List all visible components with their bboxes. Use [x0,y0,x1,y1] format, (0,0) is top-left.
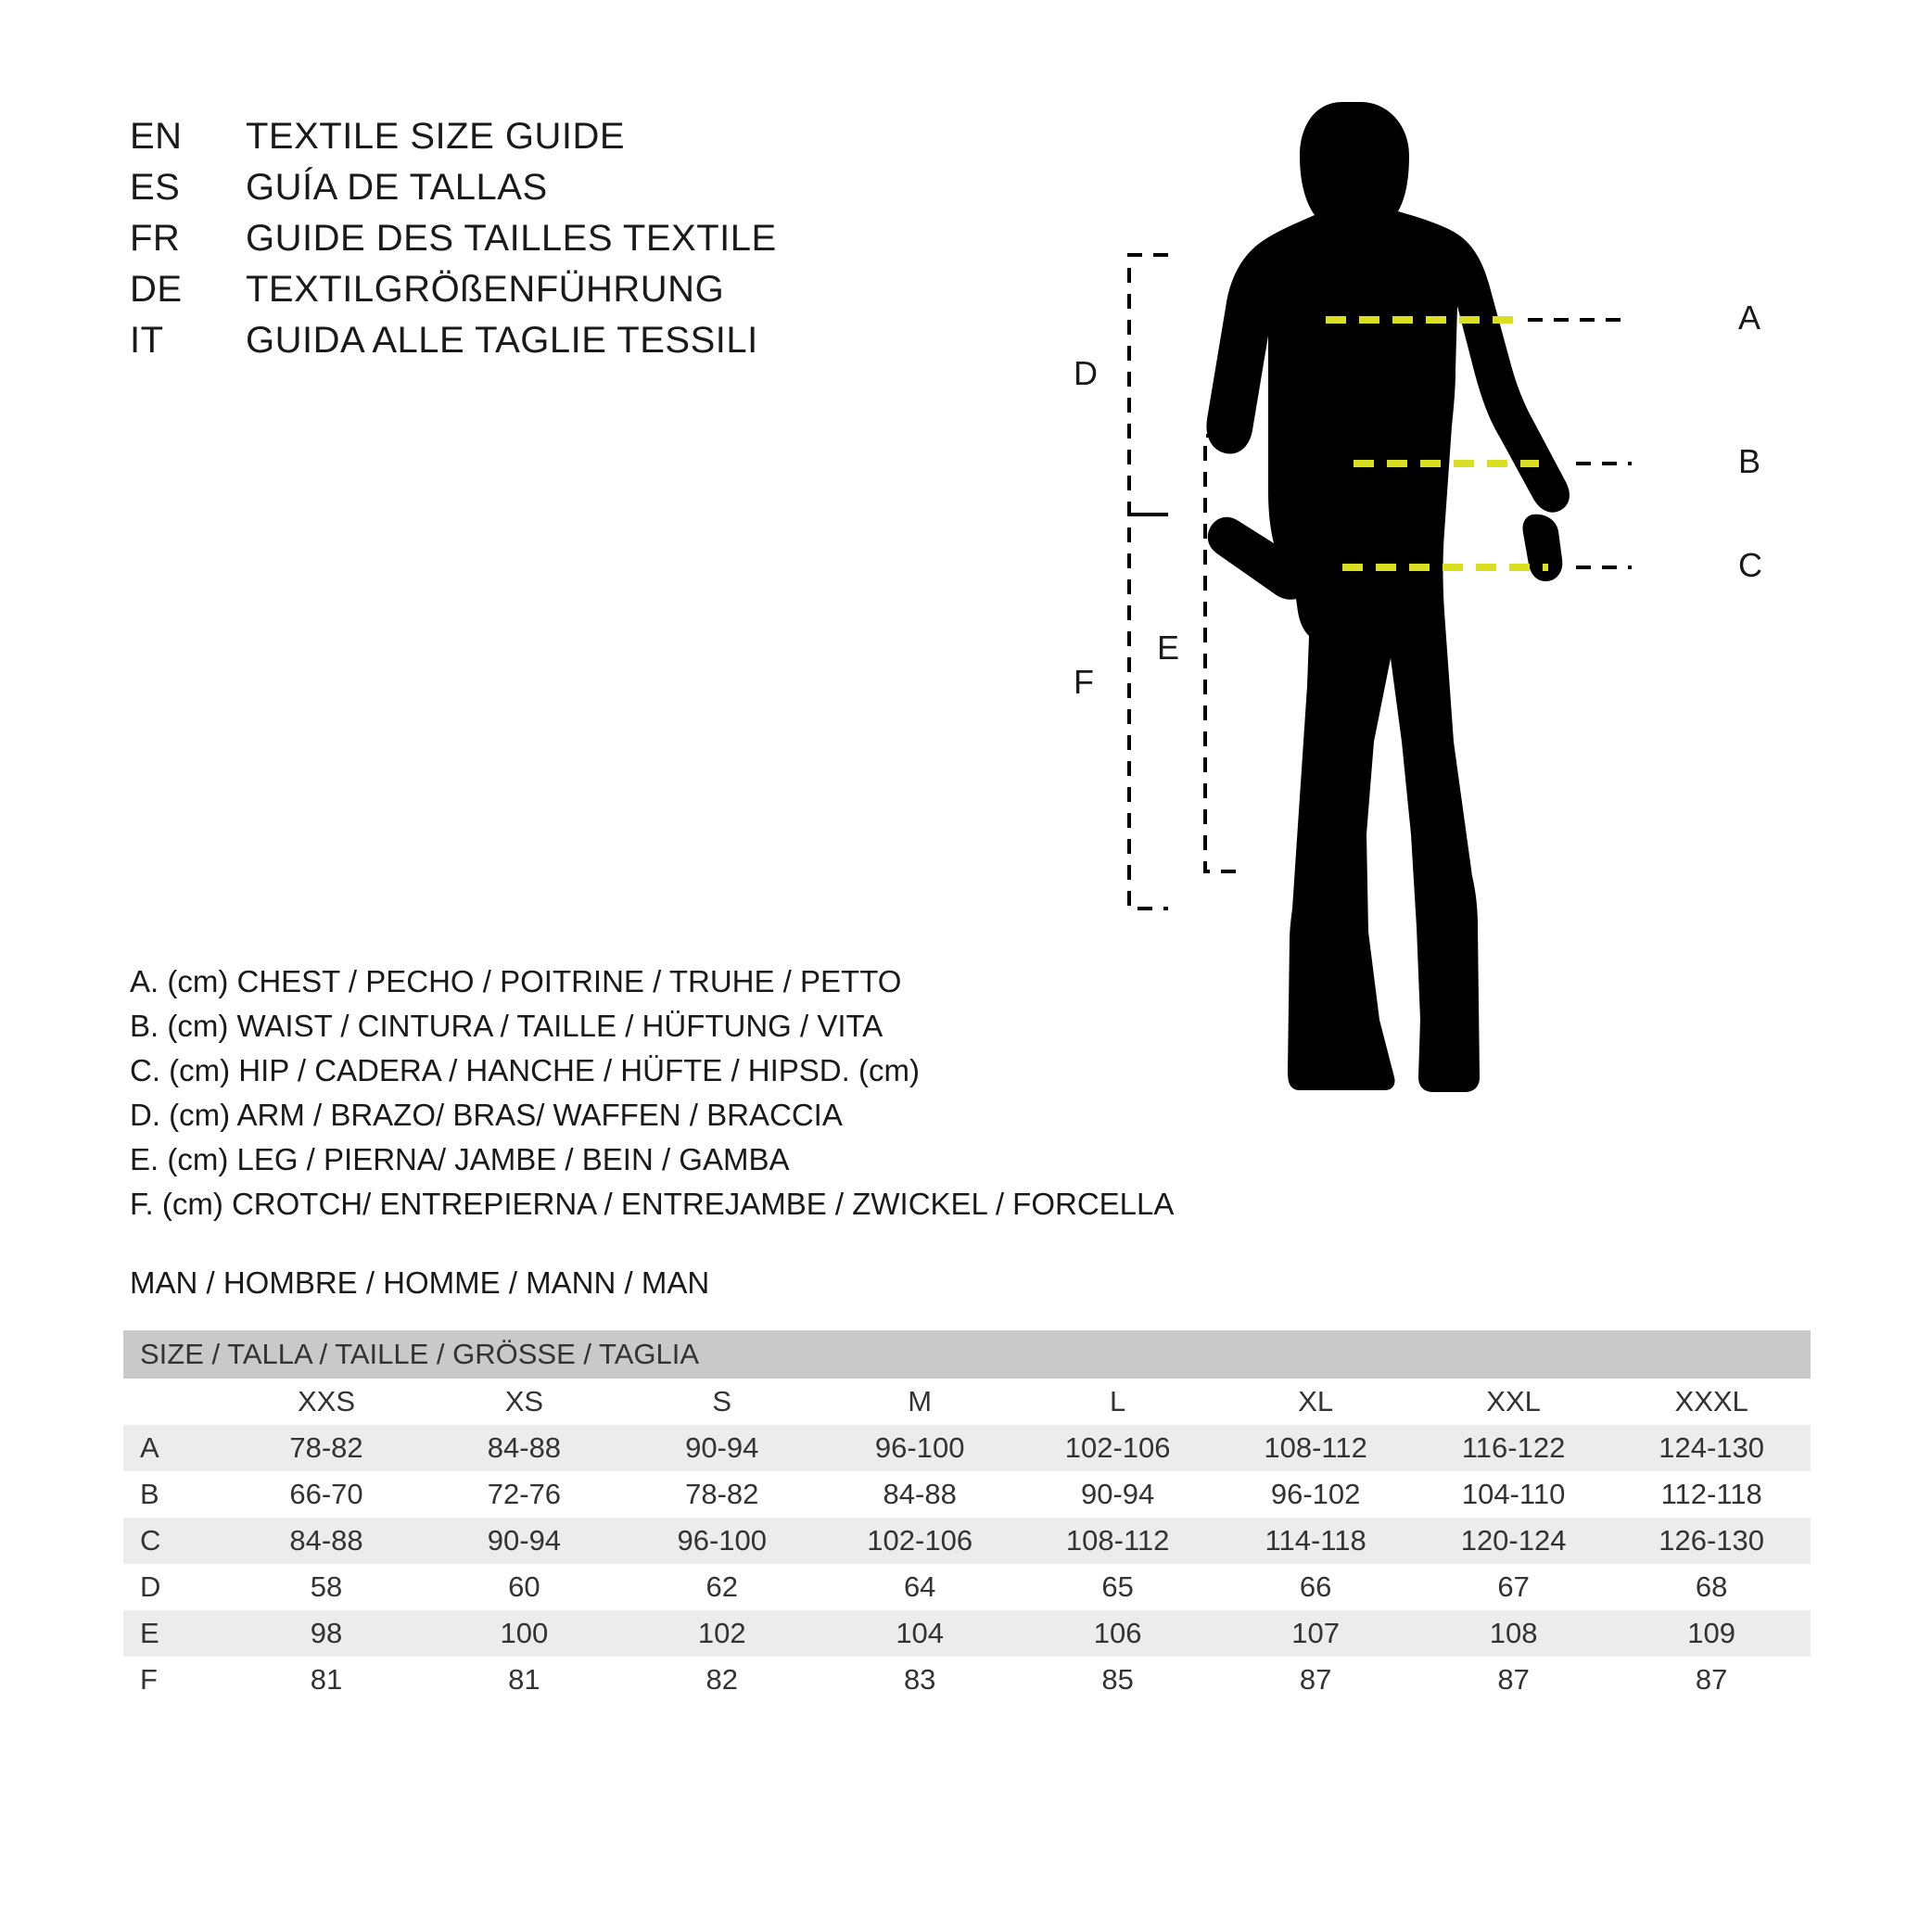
title-lang-en: EN [130,116,183,157]
cell-a-xl: 108-112 [1216,1425,1414,1471]
cell-c-xs: 90-94 [426,1518,623,1564]
callout-label-a: A [1738,299,1761,337]
cell-c-xl: 114-118 [1216,1518,1414,1564]
gender-label: MAN / HOMBRE / HOMME / MANN / MAN [130,1265,710,1300]
title-row [130,116,777,167]
cell-f-xxxl: 87 [1612,1657,1811,1703]
callout-label-d: D [1074,354,1098,392]
cell-d-xl: 66 [1216,1564,1414,1610]
cell-f-m: 83 [820,1657,1018,1703]
cell-c-xxs: 84-88 [227,1518,425,1564]
cell-b-xxs: 66-70 [227,1471,425,1518]
cell-a-xs: 84-88 [426,1425,623,1471]
header-corner [123,1379,227,1425]
cell-b-xxxl: 112-118 [1612,1471,1811,1518]
table-band-label: SIZE / TALLA / TAILLE / GRÖSSE / TAGLIA [123,1330,1811,1379]
column-header-xxl: XXL [1415,1379,1612,1425]
row-label-b: B [123,1471,227,1518]
cell-a-xxs: 78-82 [227,1425,425,1471]
cell-d-s: 62 [623,1564,820,1610]
title-text-de: TEXTILGRÖßENFÜHRUNG [246,269,725,310]
title-text-es: GUÍA DE TALLAS [246,167,548,208]
cell-a-m: 96-100 [820,1425,1018,1471]
cell-b-xs: 72-76 [426,1471,623,1518]
title-text-it: GUIDA ALLE TAGLIE TESSILI [246,320,758,361]
table-row [123,1518,1811,1564]
row-label-a: A [123,1425,227,1471]
size-table [123,1330,1811,1703]
male-silhouette-icon [1206,102,1570,1092]
column-header-xxxl: XXXL [1612,1379,1811,1425]
column-header-l: L [1019,1379,1216,1425]
cell-e-s: 102 [623,1610,820,1657]
legend-item-d: D. (cm) ARM / BRAZO/ BRAS/ WAFFEN / BRACCIA [130,1098,843,1132]
title-lang-it: IT [130,320,164,361]
table-band-row [123,1330,1811,1379]
row-label-f: F [123,1657,227,1703]
column-header-s: S [623,1379,820,1425]
cell-f-l: 85 [1019,1657,1216,1703]
column-header-xxs: XXS [227,1379,425,1425]
cell-f-xxl: 87 [1415,1657,1612,1703]
cell-a-xxxl: 124-130 [1612,1425,1811,1471]
cell-f-s: 82 [623,1657,820,1703]
cell-a-l: 102-106 [1019,1425,1216,1471]
callout-label-f: F [1074,663,1094,701]
leg-bracket [1205,436,1247,871]
measurement-legend [130,960,1174,1227]
title-text-fr: GUIDE DES TAILLES TEXTILE [246,218,777,259]
table-row [123,1610,1811,1657]
row-label-e: E [123,1610,227,1657]
legend-item-b: B. (cm) WAIST / CINTURA / TAILLE / HÜFTUNG / VITA [130,1009,883,1043]
title-text-en: TEXTILE SIZE GUIDE [246,116,626,157]
table-header-row [123,1379,1811,1425]
cell-b-s: 78-82 [623,1471,820,1518]
column-header-xl: XL [1216,1379,1414,1425]
cell-c-xxl: 120-124 [1415,1518,1612,1564]
table-row [123,1564,1811,1610]
cell-e-xs: 100 [426,1610,623,1657]
cell-e-xl: 107 [1216,1610,1414,1657]
table-row [123,1471,1811,1518]
cell-d-xs: 60 [426,1564,623,1610]
cell-e-l: 106 [1019,1610,1216,1657]
cell-c-s: 96-100 [623,1518,820,1564]
title-lang-es: ES [130,167,181,208]
table-row [123,1657,1811,1703]
legend-item-a: A. (cm) CHEST / PECHO / POITRINE / TRUHE / PETTO [130,964,902,998]
cell-b-xl: 96-102 [1216,1471,1414,1518]
cell-a-xxl: 116-122 [1415,1425,1612,1471]
legend-item-c: C. (cm) HIP / CADERA / HANCHE / HÜFTE / HIPSD. (cm) [130,1053,920,1087]
cell-c-m: 102-106 [820,1518,1018,1564]
title-lang-de: DE [130,269,183,310]
cell-d-xxxl: 68 [1612,1564,1811,1610]
column-header-xs: XS [426,1379,623,1425]
title-row [130,269,777,320]
row-label-d: D [123,1564,227,1610]
cell-d-l: 65 [1019,1564,1216,1610]
cell-a-s: 90-94 [623,1425,820,1471]
legend-item-f: F. (cm) CROTCH/ ENTREPIERNA / ENTREJAMBE / ZWICKEL / FORCELLA [130,1187,1175,1221]
column-header-m: M [820,1379,1018,1425]
cell-b-l: 90-94 [1019,1471,1216,1518]
crotch-bracket [1129,515,1168,909]
hand-detail [1522,515,1562,581]
cell-e-xxs: 98 [227,1610,425,1657]
cell-b-m: 84-88 [820,1471,1018,1518]
cell-f-xl: 87 [1216,1657,1414,1703]
cell-f-xs: 81 [426,1657,623,1703]
cell-c-l: 108-112 [1019,1518,1216,1564]
cell-d-m: 64 [820,1564,1018,1610]
cell-e-m: 104 [820,1610,1018,1657]
cell-e-xxl: 108 [1415,1610,1612,1657]
title-row [130,167,777,218]
callout-label-b: B [1738,442,1761,480]
table-row [123,1425,1811,1471]
title-row [130,218,777,269]
title-lang-fr: FR [130,218,181,259]
cell-d-xxs: 58 [227,1564,425,1610]
arm-bracket [1129,255,1168,515]
cell-e-xxxl: 109 [1612,1610,1811,1657]
cell-b-xxl: 104-110 [1415,1471,1612,1518]
legend-item-e: E. (cm) LEG / PIERNA/ JAMBE / BEIN / GAMBA [130,1142,790,1176]
title-block [130,116,777,371]
cell-d-xxl: 67 [1415,1564,1612,1610]
cell-c-xxxl: 126-130 [1612,1518,1811,1564]
callout-label-c: C [1738,546,1762,584]
title-row [130,320,777,371]
callout-label-e: E [1157,629,1180,667]
cell-f-xxs: 81 [227,1657,425,1703]
row-label-c: C [123,1518,227,1564]
